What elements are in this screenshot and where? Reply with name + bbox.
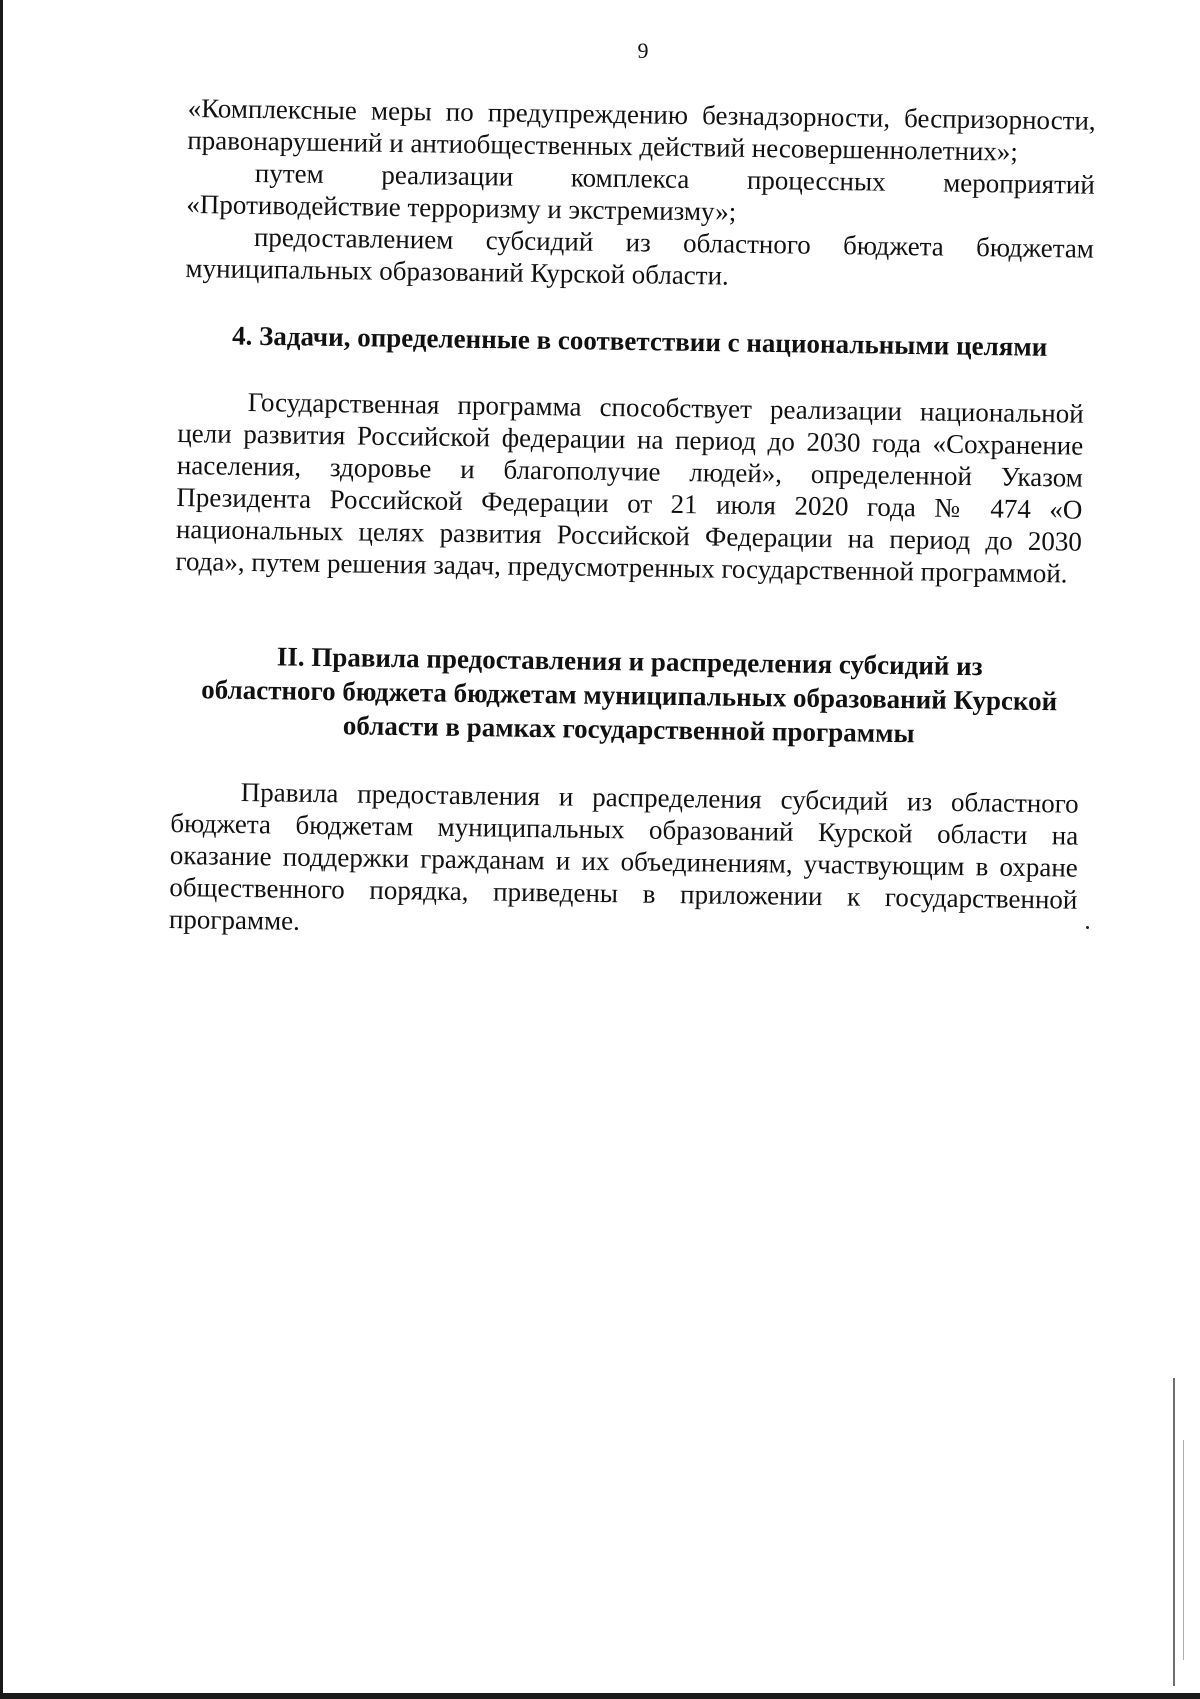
scan-left-edge bbox=[0, 0, 3, 1699]
subsidies-line-2: муниципальных образований Курской области. bbox=[185, 252, 729, 291]
section-4-heading: 4. Задачи, определенные в соответствии с национальными целями bbox=[231, 320, 1048, 362]
section-II-heading-line-2: областного бюджета бюджетам муниципальных образований Курской bbox=[201, 674, 1058, 717]
section-II-heading-line-1: II. Правила предоставления и распределения субсидий из bbox=[276, 641, 983, 682]
scan-bottom-edge bbox=[0, 1693, 1200, 1699]
scan-dot-mark bbox=[1086, 926, 1089, 929]
continuation-block bbox=[185, 92, 1096, 297]
subsidies-line-1: предоставлением субсидий из областного бюджета бюджетам bbox=[253, 221, 1095, 264]
process-measures-line-2: «Противодействие терроризму и экстремизму»; bbox=[186, 188, 737, 227]
section-II-heading bbox=[179, 638, 1080, 753]
continuation-line-1: «Комплексные меры по предупреждению безнадзорности, беспризорности, bbox=[187, 92, 1096, 136]
section-II-paragraph-block bbox=[169, 775, 1079, 948]
section-II-heading-line-3: области в рамках государственной программы bbox=[342, 710, 915, 749]
scan-right-line bbox=[1173, 1378, 1175, 1686]
continuation-line-2: правонарушений и антиобщественных действий несовершеннолетних»; bbox=[187, 124, 1019, 167]
scan-right-line-faint bbox=[1183, 1440, 1184, 1660]
section-II-paragraph: Правила предоставления и распределения субсидий из областного бюджета бюджетам муниципальных образований Курской области на оказание поддержки гражданам и их объединениям, участвующим в охране общественного порядка, приведены в приложении к государственной программе. bbox=[168, 776, 1079, 936]
section-4-paragraph-block bbox=[175, 385, 1084, 590]
page-number: 9 bbox=[637, 38, 649, 63]
process-measures-line-1: путем реализации комплекса процессных мероприятий bbox=[254, 157, 1096, 200]
section-4-paragraph: Государственная программа способствует реализации национальной цели развития Российской федерации на период до 2030 года «Сохранение населения, здоровье и благополучие людей», определенной Указом Президента Российской Федерации от 21 июля 2020 года № 474 «О национальных целях развития Российской Федерации на период до 2030 года», путем решения задач, предусмотренных государственной программой. bbox=[175, 386, 1084, 589]
